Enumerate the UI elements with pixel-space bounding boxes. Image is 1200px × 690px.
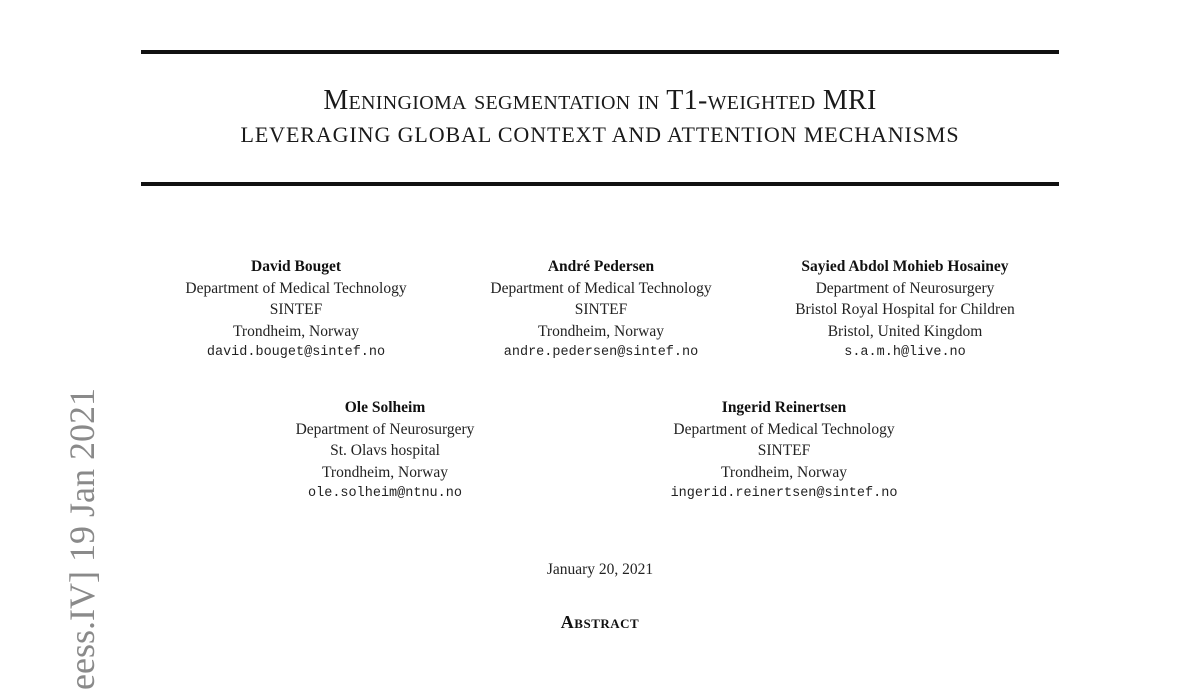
author-name: Ingerid Reinertsen [721, 399, 847, 416]
author-department: Department of Medical Technology [673, 420, 895, 438]
author-location: Trondheim, Norway [232, 322, 359, 340]
title-top-rule [141, 50, 1059, 54]
author-name: Sayied Abdol Mohieb Hosainey [801, 258, 1009, 275]
author-email[interactable]: ole.solheim@ntnu.no [308, 486, 462, 501]
author-department: Department of Medical Technology [185, 279, 407, 297]
paper-date: January 20, 2021 [546, 561, 654, 578]
abstract-heading: Abstract [560, 612, 640, 632]
title-bottom-rule [141, 182, 1059, 186]
author-name: Ole Solheim [344, 399, 426, 416]
author-name: David Bouget [251, 258, 341, 275]
author-block [758, 256, 1052, 364]
title-line-1: Meningioma segmentation in T1-weighted MRI [323, 85, 877, 116]
author-location: Trondheim, Norway [537, 322, 664, 340]
author-block [146, 256, 446, 364]
author-institution: St. Olavs hospital [330, 442, 440, 459]
author-location: Trondheim, Norway [720, 463, 847, 481]
author-institution: SINTEF [574, 301, 628, 318]
author-location: Bristol, United Kingdom [827, 322, 983, 340]
title-line-2: LEVERAGING GLOBAL CONTEXT AND ATTENTION MECHANISMS [240, 122, 960, 147]
author-institution: Bristol Royal Hospital for Children [795, 301, 1015, 318]
author-department: Department of Medical Technology [490, 279, 712, 297]
author-block [255, 397, 515, 505]
author-email[interactable]: david.bouget@sintef.no [206, 345, 386, 360]
author-department: Department of Neurosurgery [815, 279, 995, 297]
author-institution: SINTEF [269, 301, 323, 318]
paper-title [100, 84, 1100, 152]
author-block [624, 397, 944, 505]
author-name: André Pedersen [547, 258, 655, 275]
author-email[interactable]: s.a.m.h@live.no [844, 345, 966, 360]
author-location: Trondheim, Norway [321, 463, 448, 481]
author-institution: SINTEF [757, 442, 811, 459]
author-email[interactable]: ingerid.reinertsen@sintef.no [670, 486, 898, 501]
author-department: Department of Neurosurgery [295, 420, 475, 438]
arxiv-stamp: eess.IV] 19 Jan 2021 [62, 388, 102, 690]
author-email[interactable]: andre.pedersen@sintef.no [503, 345, 699, 360]
author-block [450, 256, 752, 364]
